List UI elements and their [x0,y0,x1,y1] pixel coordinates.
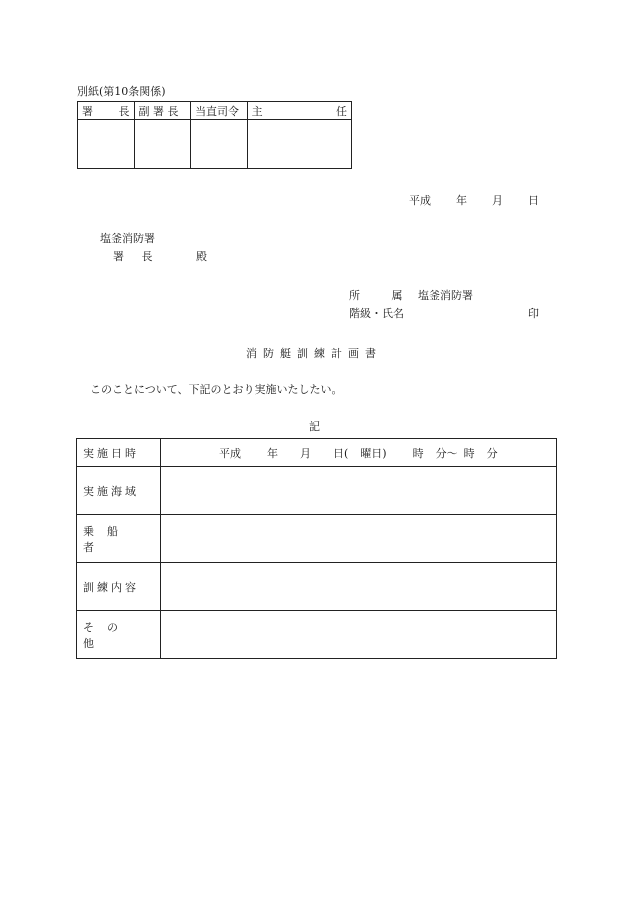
body-text: このことについて、下記のとおり実施いたしたい。 [90,383,343,396]
approval-stamp-table [77,101,352,169]
label-datetime: 実施日時 [77,439,161,467]
date-line: 平成 年 月 日 [409,194,539,207]
label-crew: 乗船者 [77,515,161,563]
applicant-affiliation: 所 属 塩釜消防署 [349,289,473,302]
header-chief: 署 長 [78,102,135,120]
ki-heading: 記 [309,420,320,433]
appendix-note: 別紙(第10条関係) [77,85,166,98]
seal-mark: 印 [528,307,539,320]
value-other[interactable] [161,611,557,659]
stamp-box-chief[interactable] [78,120,135,169]
stamp-box-duty-commander[interactable] [191,120,248,169]
addressee-chief: 署 長 殿 [113,250,207,263]
header-supervisor: 主 任 [247,102,351,120]
header-deputy-chief: 副 署 長 [134,102,191,120]
plan-table [76,438,557,659]
value-sea-area[interactable] [161,467,557,515]
header-duty-commander: 当直司令 [191,102,248,120]
stamp-box-deputy-chief[interactable] [134,120,191,169]
value-training-content[interactable] [161,563,557,611]
stamp-box-supervisor[interactable] [247,120,351,169]
value-datetime[interactable]: 平成 年 月 日( 曜日) 時 分〜 時 分 [161,439,557,467]
label-training-content: 訓練内容 [77,563,161,611]
label-other: その他 [77,611,161,659]
document-title: 消防艇訓練計画書 [246,347,382,360]
applicant-rank-name: 階級・氏名 印 [349,307,539,320]
label-sea-area: 実施海域 [77,467,161,515]
addressee-station: 塩釜消防署 [100,232,155,245]
value-crew[interactable] [161,515,557,563]
